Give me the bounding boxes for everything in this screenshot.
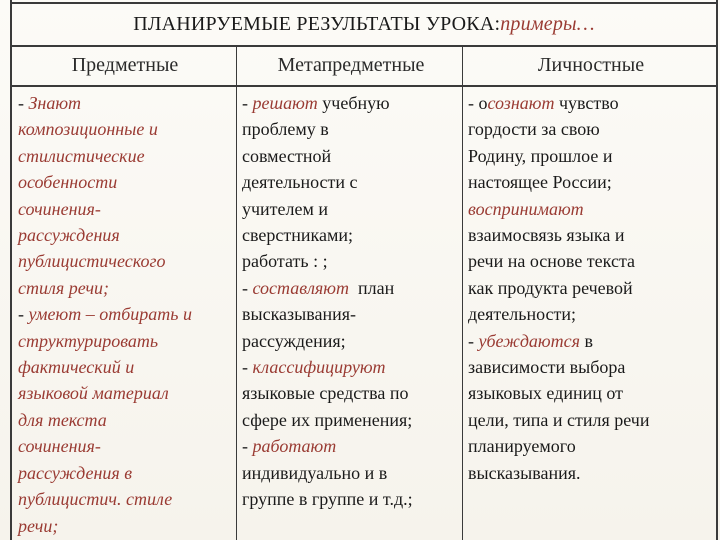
- text-line: [242, 460, 413, 486]
- text-line: [18, 301, 192, 327]
- text-line: [18, 90, 192, 116]
- text-line: [242, 275, 413, 301]
- text-line: [468, 248, 649, 274]
- text-line: [242, 380, 413, 406]
- accent-text: работают: [252, 436, 337, 457]
- body-text: работать : ;: [242, 251, 328, 272]
- body-text: высказывания-: [242, 304, 357, 325]
- text-line: [242, 248, 413, 274]
- text-line: [468, 116, 649, 142]
- body-text: -: [18, 93, 29, 113]
- body-text: чувство: [554, 93, 619, 113]
- text-line: [468, 460, 649, 486]
- header-metasubject: Метапредметные: [277, 53, 425, 76]
- text-line: [468, 407, 649, 433]
- body-text: зависимости выбора: [468, 357, 626, 378]
- accent-text: рассуждения: [18, 225, 120, 246]
- body-text: -: [242, 436, 253, 457]
- text-line: [18, 460, 192, 486]
- accent-text: решают: [252, 93, 318, 113]
- accent-text: сочинения-: [18, 436, 101, 457]
- accent-text: особенности: [18, 172, 118, 193]
- body-text: учебную: [317, 93, 390, 113]
- text-line: [242, 90, 413, 116]
- text-line: [242, 407, 413, 433]
- body-text: сверстниками;: [242, 225, 353, 246]
- text-line: [468, 433, 649, 459]
- accent-text: сочинения-: [18, 198, 101, 219]
- title-text: ПЛАНИРУЕМЫЕ РЕЗУЛЬТАТЫ УРОКА:: [133, 13, 501, 35]
- header-personal: Личностные: [537, 53, 645, 76]
- body-text: -: [468, 330, 479, 351]
- text-line: [18, 433, 192, 459]
- accent-text: рассуждения в: [18, 462, 133, 483]
- text-line: [18, 354, 192, 380]
- text-line: [468, 222, 649, 248]
- text-line: [468, 380, 649, 406]
- text-line: [18, 222, 192, 248]
- text-line: [18, 513, 192, 539]
- body-text: совместной: [242, 145, 332, 166]
- accent-text: сознают: [487, 93, 555, 113]
- body-text: учителем и: [242, 198, 329, 219]
- accent-text: публицистич. стиле: [18, 489, 173, 510]
- text-line: [242, 116, 413, 142]
- body-text: языковые средства по: [242, 383, 409, 404]
- accent-text: убеждаются: [478, 330, 580, 351]
- body-text: деятельности с: [242, 172, 358, 193]
- text-line: [468, 143, 649, 169]
- accent-text: публицистического: [18, 251, 166, 272]
- accent-text: структурировать: [18, 330, 159, 351]
- accent-text: воспринимают: [468, 198, 584, 219]
- text-line: [468, 275, 649, 301]
- body-text: как продукта речевой: [468, 277, 633, 298]
- accent-text: Знают: [28, 93, 82, 113]
- text-line: [18, 486, 192, 512]
- column-subject: [18, 90, 192, 539]
- accent-text: составляют: [252, 277, 349, 298]
- header-subject: Предметные: [71, 53, 179, 76]
- accent-text: композиционные и: [18, 119, 158, 140]
- text-line: [18, 248, 192, 274]
- text-line: [468, 301, 649, 327]
- accent-text: речи;: [18, 515, 59, 536]
- text-line: [18, 169, 192, 195]
- text-line: [18, 380, 192, 406]
- title-accent: примеры…: [500, 13, 595, 35]
- text-line: [242, 169, 413, 195]
- body-text: в: [579, 330, 593, 351]
- accent-text: умеют – отбирать и: [28, 304, 192, 325]
- text-line: [18, 116, 192, 142]
- text-line: [242, 433, 413, 459]
- text-line: [242, 143, 413, 169]
- text-line: [242, 354, 413, 380]
- text-line: [242, 328, 413, 354]
- accent-text: классифицируют: [252, 357, 386, 378]
- table-title: [12, 2, 716, 47]
- text-line: [18, 328, 192, 354]
- body-text: речи на основе текста: [468, 251, 636, 272]
- text-line: [18, 196, 192, 222]
- body-text: -: [242, 277, 253, 298]
- text-line: [242, 222, 413, 248]
- body-text: гордости за свою: [468, 119, 600, 140]
- text-line: [242, 196, 413, 222]
- accent-text: стилистические: [18, 145, 145, 166]
- accent-text: языковой материал: [18, 383, 169, 404]
- body-text: планируемого: [468, 436, 576, 457]
- body-text: -: [242, 357, 253, 378]
- body-text: проблему в: [242, 119, 329, 140]
- text-line: [468, 354, 649, 380]
- text-line: [242, 301, 413, 327]
- text-line: [18, 143, 192, 169]
- column-divider: [462, 45, 463, 540]
- body-text: индивидуально и в: [242, 462, 388, 483]
- column-personal: [468, 90, 649, 486]
- body-text: рассуждения;: [242, 330, 346, 351]
- body-text: настоящее России;: [468, 172, 612, 193]
- body-text: -: [18, 304, 29, 325]
- body-text: цели, типа и стиля речи: [468, 409, 650, 430]
- text-line: [468, 196, 649, 222]
- body-text: план: [348, 277, 395, 298]
- body-text: высказывания.: [468, 462, 581, 483]
- accent-text: фактический и: [18, 357, 135, 378]
- column-divider: [236, 45, 237, 540]
- body-text: деятельности;: [468, 304, 577, 325]
- body-text: -: [242, 93, 253, 113]
- accent-text: для текста: [18, 409, 107, 430]
- accent-text: стиля речи;: [18, 277, 110, 298]
- text-line: [18, 407, 192, 433]
- body-text: Родину, прошлое и: [468, 145, 613, 166]
- text-line: [468, 169, 649, 195]
- text-line: [242, 486, 413, 512]
- results-table: [10, 0, 718, 540]
- text-line: [18, 275, 192, 301]
- body-text: языковых единиц от: [468, 383, 623, 404]
- body-text: - о: [468, 93, 488, 113]
- text-line: [468, 328, 649, 354]
- body-text: взаимосвязь языка и: [468, 225, 625, 246]
- text-line: [468, 90, 649, 116]
- column-metasubject: [242, 90, 413, 513]
- header-row: [12, 45, 716, 87]
- body-text: группе в группе и т.д.;: [242, 489, 413, 510]
- body-text: сфере их применения;: [242, 409, 413, 430]
